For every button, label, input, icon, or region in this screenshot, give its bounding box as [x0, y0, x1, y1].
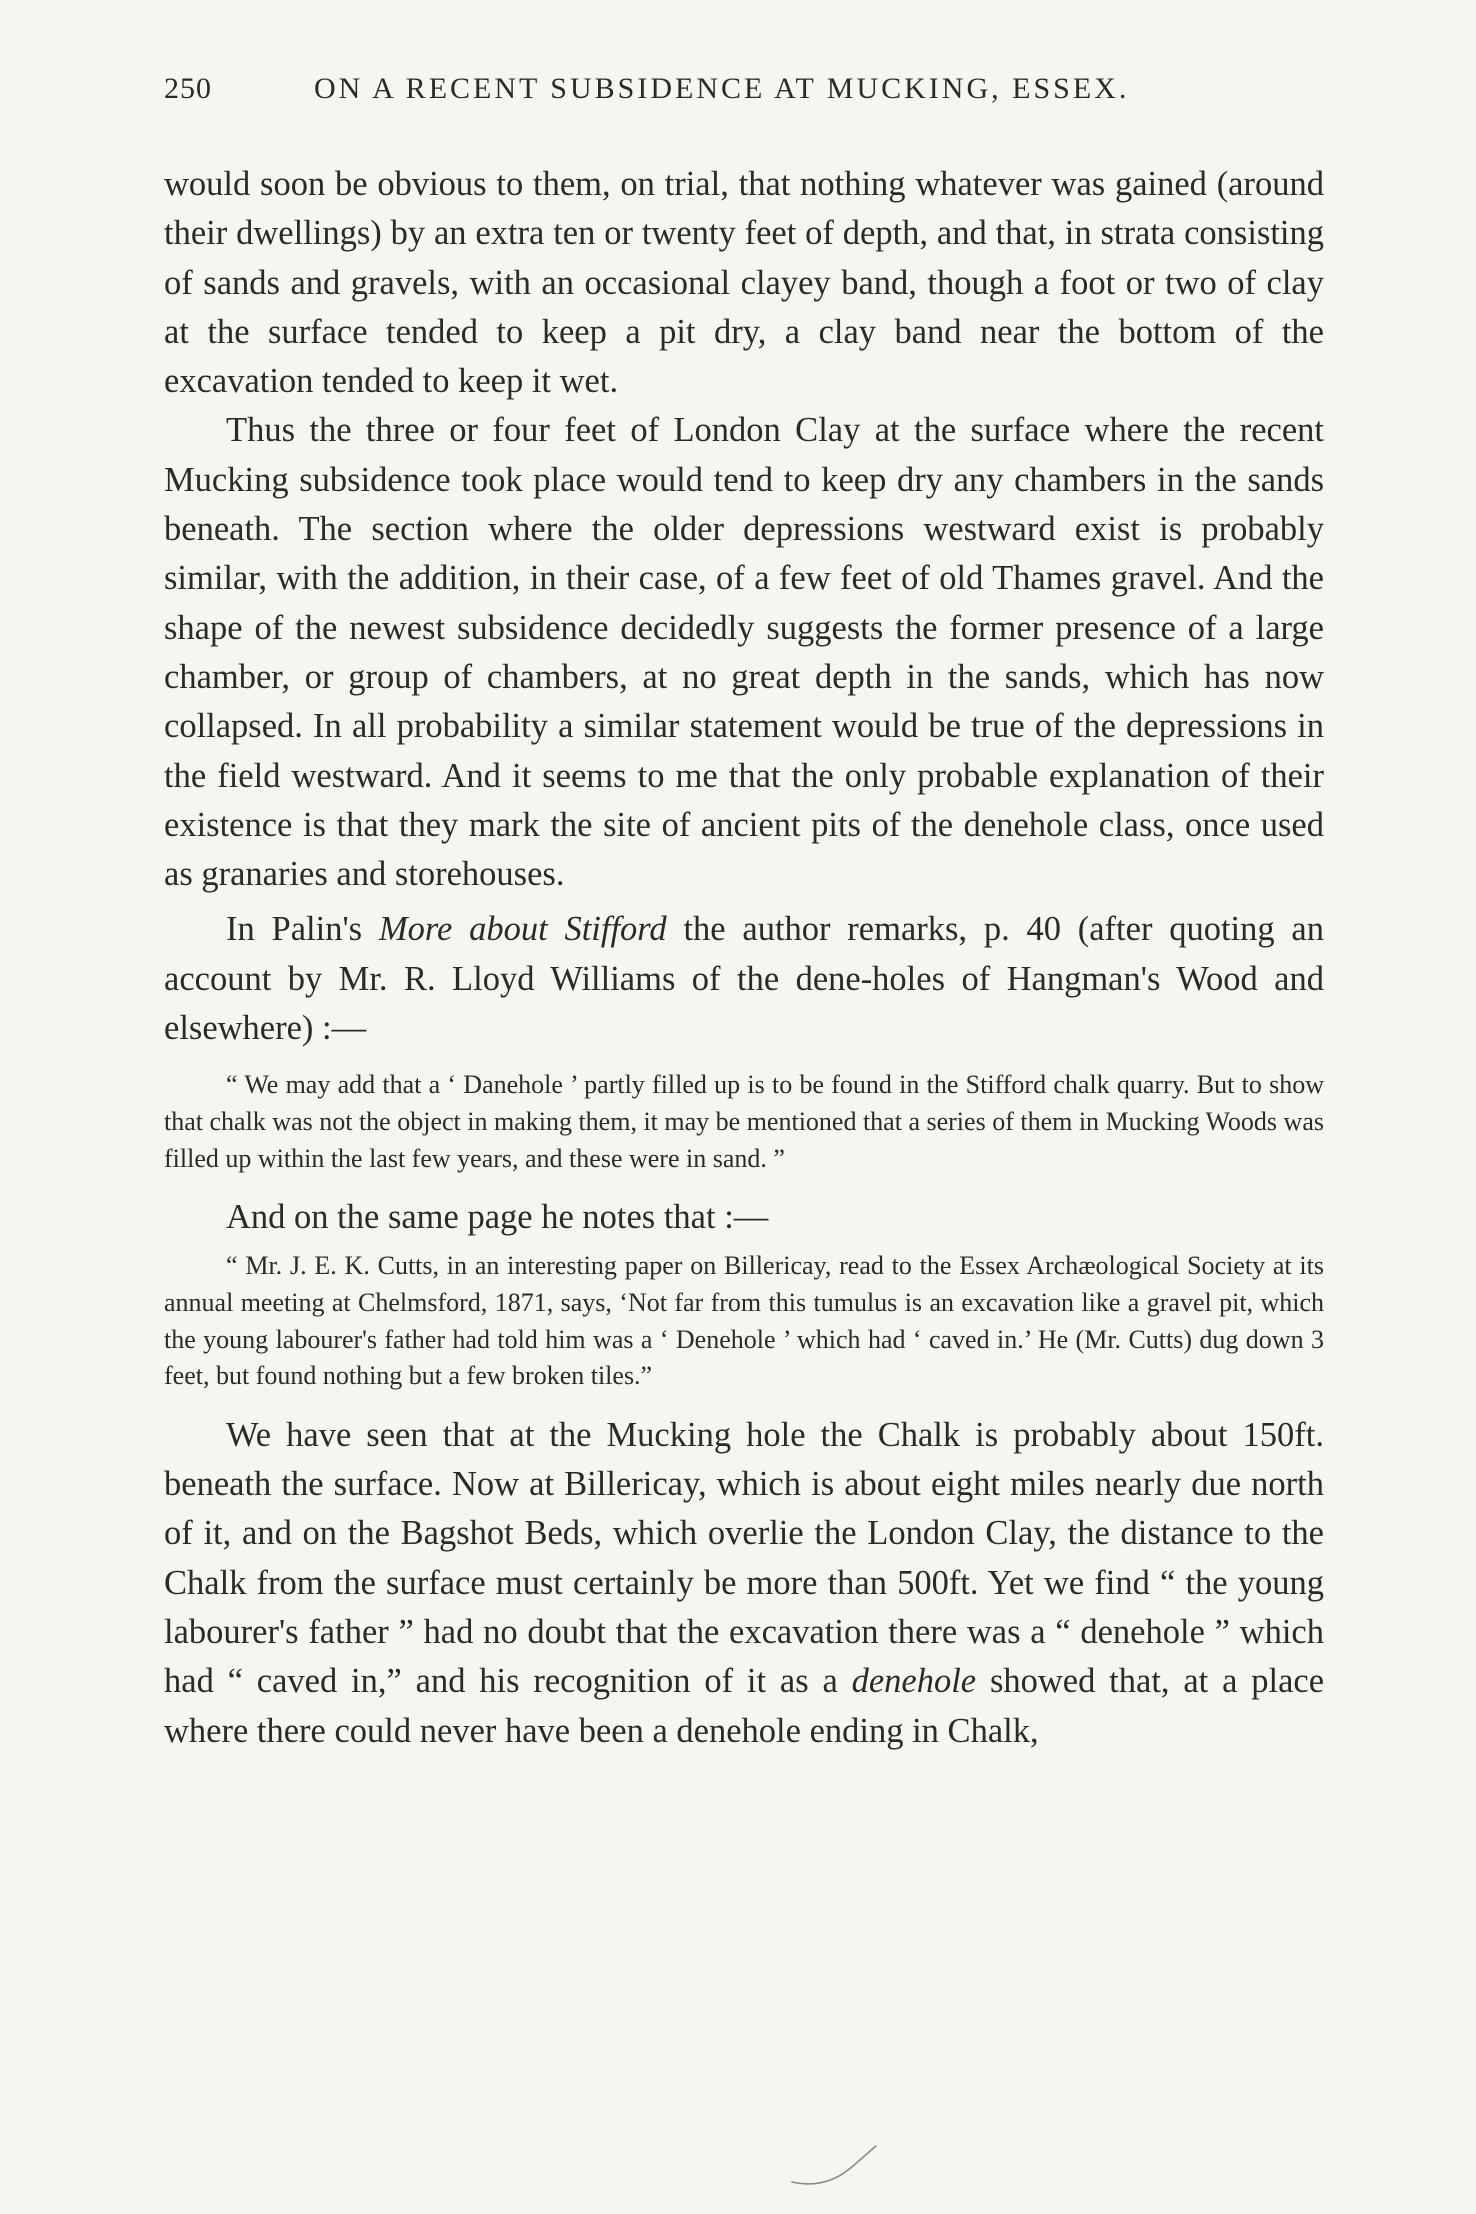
- block-quote-danehole: “ We may add that a ‘ Danehole ’ partly filled up is to be found in the Stifford chalk quarry. But to show that chalk was not the object in making them, it may be mentioned that a series of them in Mucking Woods was filled up within the last few years, and these were in sand. ”: [164, 1070, 1324, 1173]
- paragraph-london-clay: Thus the three or four feet of London Clay at the surface where the recent Mucking subsidence took place would tend to keep dry any chambers in the sands beneath. The section where the older depressions westward exist is probably similar, with the addition, in their case, of a few feet of old Thames gravel. And the shape of the newest subsidence decidedly suggests the former presence of a large chamber, or group of chambers, at no great depth in the sands, which has now collapsed. In all probability a similar statement would be true of the depressions in the field westward. And it seems to me that the only probable explanation of their existence is that they mark the site of ancient pits of the denehole class, once used as granaries and storehouses.: [164, 411, 1324, 894]
- body-text: [164, 160, 1324, 1756]
- paragraph-billericay-lead: We have seen that at the Mucking hole the Chalk is probably about 150ft. beneath the surface. Now at Billericay, which is about eight miles nearly due north of it, and on the Bagshot Beds, which overlie the London Clay, the distance to the Chalk from the surface must certainly be more than 500ft. Yet we find “ the young labourer's father ” had no doubt that the excavation there was a “ denehole ” which had “ caved in,” and his recognition of it as a: [164, 1415, 1324, 1701]
- running-title: ON A RECENT SUBSIDENCE AT MUCKING, ESSEX.: [314, 72, 1130, 105]
- paragraph-palin-lead: In Palin's: [226, 910, 379, 949]
- paragraph-billericay-rest: showed that, at a place where there could never have been a denehole ending in Chalk,: [164, 1662, 1325, 1750]
- paragraph-continuation: would soon be obvious to them, on trial, that nothing whatever was gained (around their dwellings) by an extra ten or twenty feet of depth, and that, in strata consisting of sands and gravels, with an occasional clayey band, though a foot or two of clay at the surface tended to keep a pit dry, a clay band near the bottom of the excavation tended to keep it wet.: [164, 165, 1324, 401]
- paragraph-billericay: [164, 1411, 1324, 1756]
- pencil-mark: [790, 2140, 880, 2190]
- paragraph-palin: [164, 905, 1324, 1053]
- paragraph-palin-rest: the author remarks, p. 40 (after quoting an account by Mr. R. Lloyd Williams of the dene-holes of Hangman's Wood and elsewhere) :—: [164, 910, 1324, 1048]
- denehole-italic: denehole: [851, 1662, 977, 1701]
- page-number: 250: [164, 72, 212, 105]
- book-title: More about Stifford: [378, 910, 667, 949]
- paragraph-same-page: And on the same page he notes that :—: [226, 1198, 769, 1237]
- page-header: [164, 68, 1324, 120]
- block-quote-cutts: “ Mr. J. E. K. Cutts, in an interesting paper on Billericay, read to the Essex Archæological Society at its annual meeting at Chelmsford, 1871, says, ‘Not far from this tumulus is an excavation like a gravel pit, which the young labourer's father had told him was a ‘ Denehole ’ which had ‘ caved in.’ He (Mr. Cutts) dug down 3 feet, but found nothing but a few broken tiles.”: [164, 1251, 1324, 1391]
